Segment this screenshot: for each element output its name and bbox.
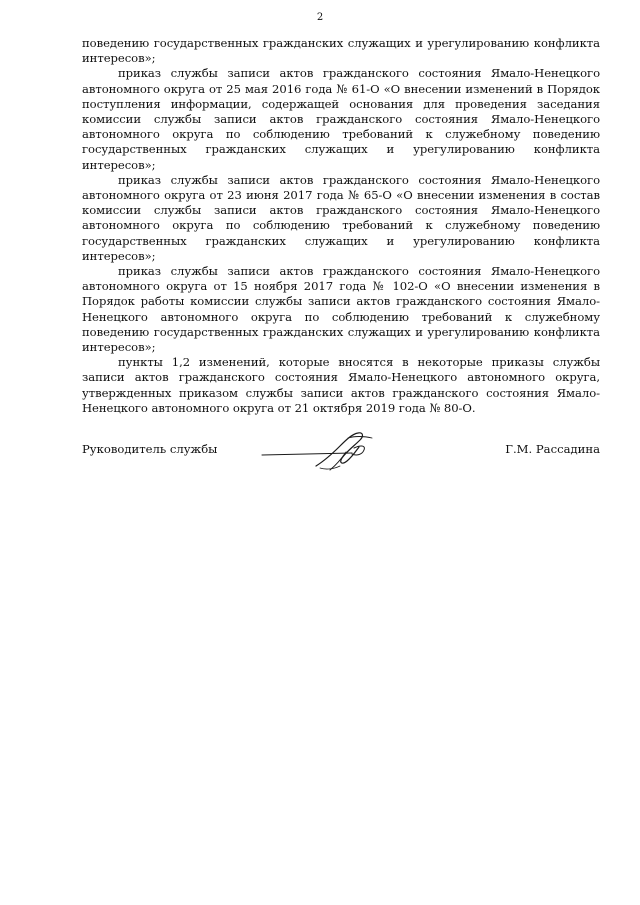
signature-block [82, 428, 600, 478]
signatory-name: Г.М. Рассадина [505, 442, 600, 456]
document-body [82, 36, 600, 416]
handwritten-signature [260, 428, 380, 474]
paragraph-points-1-2: пункты 1,2 изменений, которые вносятся в некоторые приказы службы записи актов гражданского состояния Ямало-Ненецкого автономного округа, утвержденных приказом службы записи актов гражданского состояния Ямало-Ненецкого автономного округа от 21 октября 2019 года № 80-О. [82, 355, 600, 415]
paragraph-order-102: приказ службы записи актов гражданского состояния Ямало-Ненецкого автономного округа от 15 ноября 2017 года № 102-О «О внесении изменения в Порядок работы комиссии службы записи актов гражданского состояния Ямало-Ненецкого автономного округа по соблюдению требований к служебному поведению государственных гражданских служащих и урегулированию конфликта интересов»; [82, 264, 600, 355]
paragraph-order-65: приказ службы записи актов гражданского состояния Ямало-Ненецкого автономного округа от 23 июня 2017 года № 65-О «О внесении изменения в состав комиссии службы записи актов гражданского состояния Ямало-Ненецкого автономного округа по соблюдению требований к служебному поведению государственных гражданских служащих и урегулированию конфликта интересов»; [82, 172, 600, 263]
signatory-position: Руководитель службы [82, 442, 218, 456]
paragraph-continuation: поведению государственных гражданских служащих и урегулированию конфликта интересов»; [82, 36, 600, 66]
paragraph-order-61: приказ службы записи актов гражданского состояния Ямало-Ненецкого автономного округа от 25 мая 2016 года № 61-О «О внесении изменений в Порядок поступления информации, содержащей основания для проведения заседания комиссии службы записи актов гражданского состояния Ямало-Ненецкого автономного округа по соблюдению требований к служебному поведению государственных гражданских служащих и урегулированию конфликта интересов»; [82, 66, 600, 172]
page-number: 2 [316, 12, 324, 23]
